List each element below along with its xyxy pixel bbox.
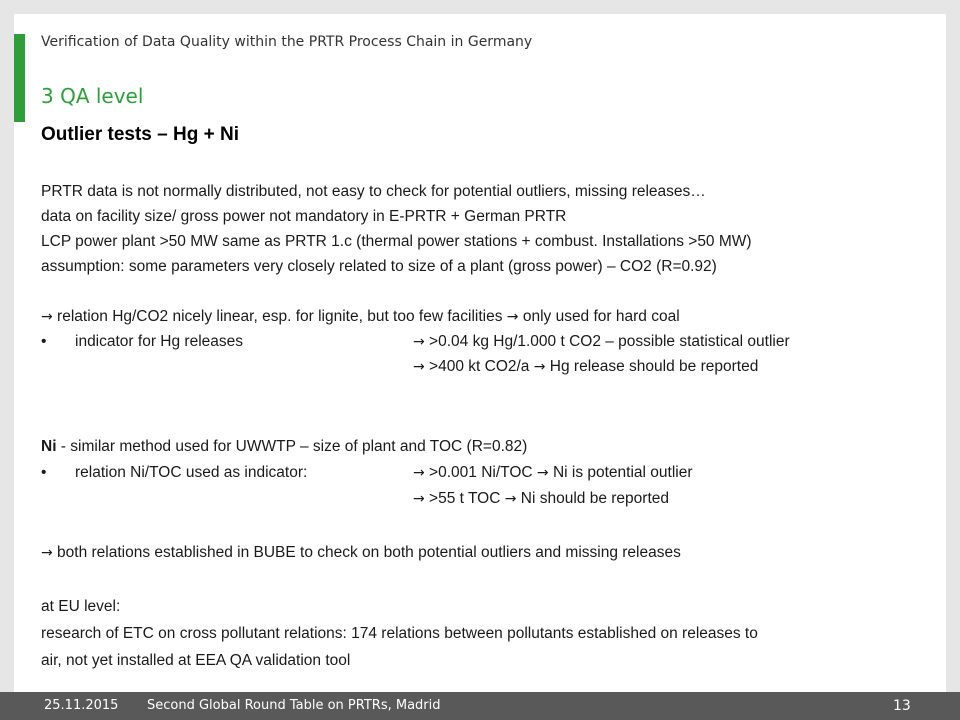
hg-rule-1-text: >0.04 kg Hg/1.000 t CO2 – possible statistical outlier [429, 333, 790, 350]
hg-intro-line [41, 307, 680, 327]
ni-label: Ni [41, 438, 57, 455]
ni-rule-2-a: >55 t TOC [429, 490, 501, 507]
ni-rule-1-a: >0.001 Ni/TOC [429, 464, 533, 481]
slide [14, 14, 946, 692]
page-number: 13 [893, 698, 911, 714]
bullet-icon: • [41, 333, 47, 350]
ni-rule-2-line [41, 489, 936, 509]
arrow-icon: → [504, 491, 517, 507]
eu-line-1: research of ETC on cross pollutant relations: 174 relations between pollutants established on releases to [41, 625, 758, 642]
ni-rule-2 [413, 489, 669, 509]
section-subtitle: Outlier tests – Hg + Ni [41, 124, 239, 145]
eu-line-2: air, not yet installed at EEA QA validation tool [41, 652, 351, 669]
hg-intro-tail: only used for hard coal [522, 308, 680, 325]
hg-rule-2-a: >400 kt CO2/a [429, 358, 530, 375]
ni-bullet-line [41, 463, 936, 483]
hg-rule-2 [413, 357, 758, 377]
arrow-icon: → [413, 491, 425, 507]
slide-header: Verification of Data Quality within the PRTR Process Chain in Germany [41, 34, 533, 50]
both-relations-text: both relations established in BUBE to check on both potential outliers and missing releases [57, 544, 681, 561]
ni-intro-text: - similar method used for UWWTP – size of plant and TOC (R=0.82) [56, 438, 528, 455]
footer-event: Second Global Round Table on PRTRs, Madrid [147, 698, 441, 713]
arrow-icon: → [413, 334, 425, 350]
ni-bullet-label: relation Ni/TOC used as indicator: [75, 464, 308, 481]
hg-rule-1 [413, 332, 790, 352]
arrow-icon: → [41, 545, 53, 561]
section-title: 3 QA level [41, 84, 144, 108]
footer-bar [0, 692, 960, 720]
paragraph-line: PRTR data is not normally distributed, not easy to check for potential outliers, missing releases… [41, 183, 706, 200]
arrow-icon: → [536, 465, 549, 481]
both-relations-line [41, 543, 681, 563]
ni-rule-1-b: Ni is potential outlier [552, 464, 693, 481]
ni-rule-1 [413, 463, 693, 483]
paragraph-line: LCP power plant >50 MW same as PRTR 1.c (thermal power stations + combust. Installations >50 MW) [41, 233, 752, 250]
arrow-icon: → [413, 359, 425, 375]
ni-intro-line [41, 437, 527, 457]
bullet-icon: • [41, 464, 47, 481]
eu-label: at EU level: [41, 598, 121, 615]
paragraph-line: data on facility size/ gross power not mandatory in E-PRTR + German PRTR [41, 208, 567, 225]
arrow-icon: → [413, 465, 425, 481]
hg-bullet-line [41, 332, 936, 352]
arrow-icon: → [41, 309, 53, 325]
accent-bar [14, 34, 25, 122]
ni-rule-2-b: Ni should be reported [520, 490, 669, 507]
hg-rule-2-b: Hg release should be reported [549, 358, 759, 375]
arrow-icon: → [533, 359, 546, 375]
arrow-icon: → [506, 309, 519, 325]
paragraph-line: assumption: some parameters very closely related to size of a plant (gross power) – CO2 (R=0.92) [41, 258, 717, 275]
hg-bullet-label: indicator for Hg releases [75, 333, 243, 350]
footer-date: 25.11.2015 [44, 698, 119, 713]
hg-rule-2-line [41, 357, 936, 377]
hg-intro-text: relation Hg/CO2 nicely linear, esp. for lignite, but too few facilities [57, 308, 503, 325]
